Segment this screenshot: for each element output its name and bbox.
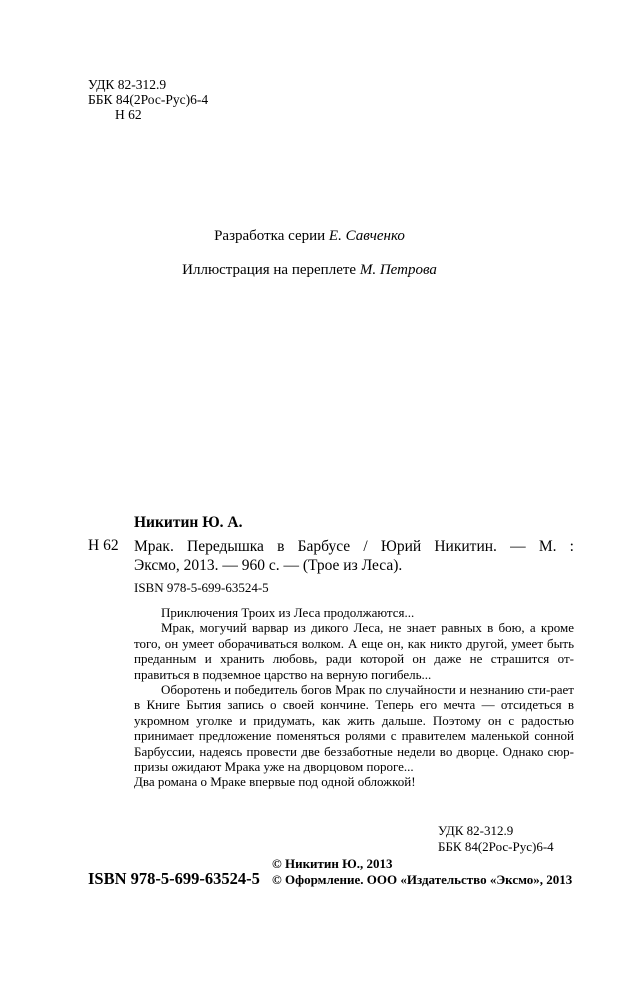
catalog-isbn: ISBN 978-5-699-63524-5 (134, 580, 269, 595)
copyright-design: © Оформление. ООО «Издательство «Эксмо», 2013 (272, 872, 573, 887)
annotation (134, 605, 574, 790)
catalog-title-line-1: Мрак. Передышка в Барбусе / Юрий Никитин. — М. : (134, 538, 574, 555)
top-classification-codes (88, 77, 208, 122)
catalog-cutter: Н 62 (88, 537, 119, 554)
series-credit-name: Е. Савченко (328, 228, 405, 244)
annotation-paragraph-3: Оборотень и победитель богов Мрак по случайности и незнанию сти-рает в Книге Бытия запись о своей кончине. Теперь его мечта — отсидеться в укромном уголке и придумать, как жить дальше. Поэтому он с радостью принимает предложение поменяться ролями с правителем маленькой сонной Барбуссии, надеясь провести две беззаботные недели во дворце. Однако сюр- (134, 682, 574, 759)
illustration-credit (0, 262, 619, 279)
catalog-title-line-2: Эксмо, 2013. — 960 с. — (Трое из Леса). (134, 557, 403, 574)
catalog-author: Никитин Ю. А. (134, 514, 243, 531)
bottom-udk-code: УДК 82-312.9 (438, 823, 514, 838)
series-credit-label: Разработка серии (214, 228, 326, 244)
annotation-paragraph-2-end: правиться в подземное царство на верную погибель... (134, 666, 432, 682)
annotation-paragraph-1: Приключения Троих из Леса продолжаются... (161, 605, 415, 620)
illustration-credit-name: М. Петрова (359, 262, 437, 278)
udk-code: УДК 82-312.9 (88, 77, 167, 92)
bottom-classification-codes (438, 823, 554, 855)
illustration-credit-label: Иллюстрация на переплете (182, 262, 357, 278)
copyright-author: © Никитин Ю., 2013 (272, 856, 393, 871)
bbk-code: ББК 84(2Рос-Рус)6-4 (88, 92, 209, 107)
cutter-code: Н 62 (115, 107, 142, 122)
series-credit (0, 228, 619, 245)
annotation-paragraph-2: Мрак, могучий варвар из дикого Леса, не знает равных в бою, а кроме того, он умеет оборачиваться волком. А еще он, как никто другой, умеет быть преданным и хранить любовь, ради которой он даже не страшится от- (134, 620, 574, 667)
footer-isbn: ISBN 978-5-699-63524-5 (88, 869, 260, 888)
bottom-bbk-code: ББК 84(2Рос-Рус)6-4 (438, 839, 554, 854)
annotation-paragraph-3-end: призы ожидают Мрака уже на дворцовом пороге... (134, 759, 414, 775)
annotation-paragraph-4: Два романа о Мраке впервые под одной обложкой! (134, 774, 416, 790)
catalog-description (134, 537, 574, 575)
